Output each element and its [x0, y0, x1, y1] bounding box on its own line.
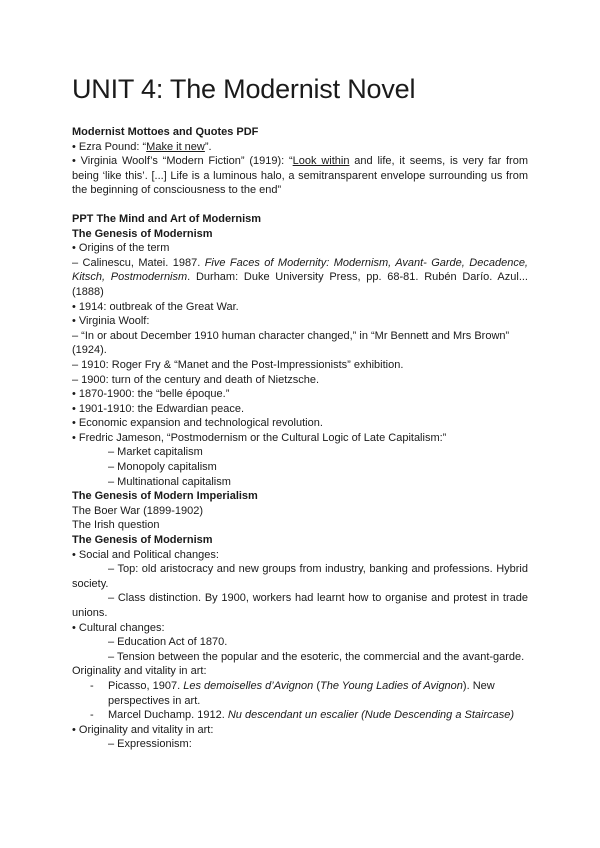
- page-title: UNIT 4: The Modernist Novel: [72, 74, 416, 104]
- section-subheading: The Genesis of Modern Imperialism: [72, 490, 258, 503]
- sub-list-item: – Monopoly capitalism: [108, 461, 217, 474]
- text-run: Picasso, 1907.: [108, 679, 184, 692]
- section-subheading: The Genesis of Modernism: [72, 227, 213, 240]
- italic-text: Les demoiselles d’Avignon: [183, 679, 314, 692]
- text-run: – Calinescu, Matei. 1987.: [72, 256, 205, 269]
- list-item: • Cultural changes:: [72, 621, 165, 634]
- underlined-text: Look within: [292, 155, 350, 168]
- list-item: • Social and Political changes:: [72, 548, 219, 561]
- text-line: The Irish question: [72, 519, 160, 532]
- dash-list-item: [72, 708, 528, 723]
- list-item: • Originality and vitality in art:: [72, 723, 214, 736]
- section-heading: Modernist Mottoes and Quotes PDF: [72, 126, 259, 138]
- sub-list-item: [72, 591, 528, 620]
- dash-marker: -: [90, 709, 94, 722]
- list-item: – 1910: Roger Fry & “Manet and the Post-Impressionists” exhibition.: [72, 358, 404, 371]
- list-item: • Fredric Jameson, “Postmodernism or the Cultural Logic of Late Capitalism:”: [72, 431, 447, 444]
- document-body: [72, 125, 528, 752]
- text-run: • Ezra Pound: “: [72, 140, 147, 153]
- text-run: – Top: old aristocracy and new groups from industry, banking and professions. Hybrid society.: [72, 563, 528, 590]
- list-item: [72, 154, 528, 198]
- sub-list-item: – Expressionism:: [108, 738, 192, 751]
- section-heading: PPT The Mind and Art of Modernism: [72, 212, 262, 225]
- section-subheading: The Genesis of Modernism: [72, 534, 213, 547]
- italic-text: Five Faces of Modernity: Modernism, Avant- Garde, Decadence, Kitsch, Postmodernism: [72, 256, 528, 284]
- list-item: – “In or about December 1910 human character changed,” in “Mr Bennett and Mrs Brown” (1924).: [72, 329, 510, 357]
- text-run: ). New perspectives in art.: [108, 679, 495, 707]
- text-run: ”.: [204, 140, 212, 153]
- list-item: • Economic expansion and technological revolution.: [72, 417, 323, 430]
- text-run: – Class distinction. By 1900, workers had learnt how to organise and protest in trade unions.: [72, 592, 528, 619]
- list-item: • 1914: outbreak of the Great War.: [72, 300, 239, 313]
- sub-list-item: – Multinational capitalism: [108, 475, 231, 488]
- sub-list-item: [72, 562, 528, 591]
- sub-list-item: – Market capitalism: [108, 446, 203, 459]
- list-item: [72, 140, 528, 155]
- list-item: – 1900: turn of the century and death of Nietzsche.: [72, 373, 320, 386]
- italic-text: Nu descendant un escalier (Nude Descending a Staircase): [227, 709, 515, 722]
- sub-list-item: [72, 650, 528, 665]
- list-item: • Origins of the term: [72, 242, 170, 255]
- dash-list-item: [72, 679, 528, 708]
- dash-marker: -: [90, 679, 94, 692]
- sub-list-item: – Education Act of 1870.: [108, 636, 228, 649]
- text-run: • Virginia Woolf’s “Modern Fiction” (1919): “: [72, 155, 293, 168]
- list-item: • 1901-1910: the Edwardian peace.: [72, 402, 245, 415]
- text-run: . Durham: Duke University Press, pp. 68-81. Rubén Darío. Azul... (1888): [72, 271, 528, 298]
- text-run: Marcel Duchamp. 1912.: [108, 709, 228, 722]
- citation: [72, 256, 528, 300]
- list-item: • Virginia Woolf:: [72, 315, 150, 328]
- text-line: The Boer War (1899-1902): [72, 504, 204, 517]
- underlined-text: Make it new: [146, 140, 205, 153]
- text-run: and life, it seems, is very far from being ‘like this’. [...] Life is a luminous halo, a semitransparent envelope surrounding us from the beginning of consciousness to the end”: [72, 155, 528, 197]
- text-run: – Tension between the popular and the esoteric, the commercial and the avant-garde.: [108, 650, 525, 663]
- italic-text: The Young Ladies of Avignon: [320, 679, 463, 692]
- text-line: Originality and vitality in art:: [72, 665, 207, 678]
- text-run: (: [313, 679, 320, 692]
- list-item: • 1870-1900: the “belle époque.”: [72, 388, 230, 401]
